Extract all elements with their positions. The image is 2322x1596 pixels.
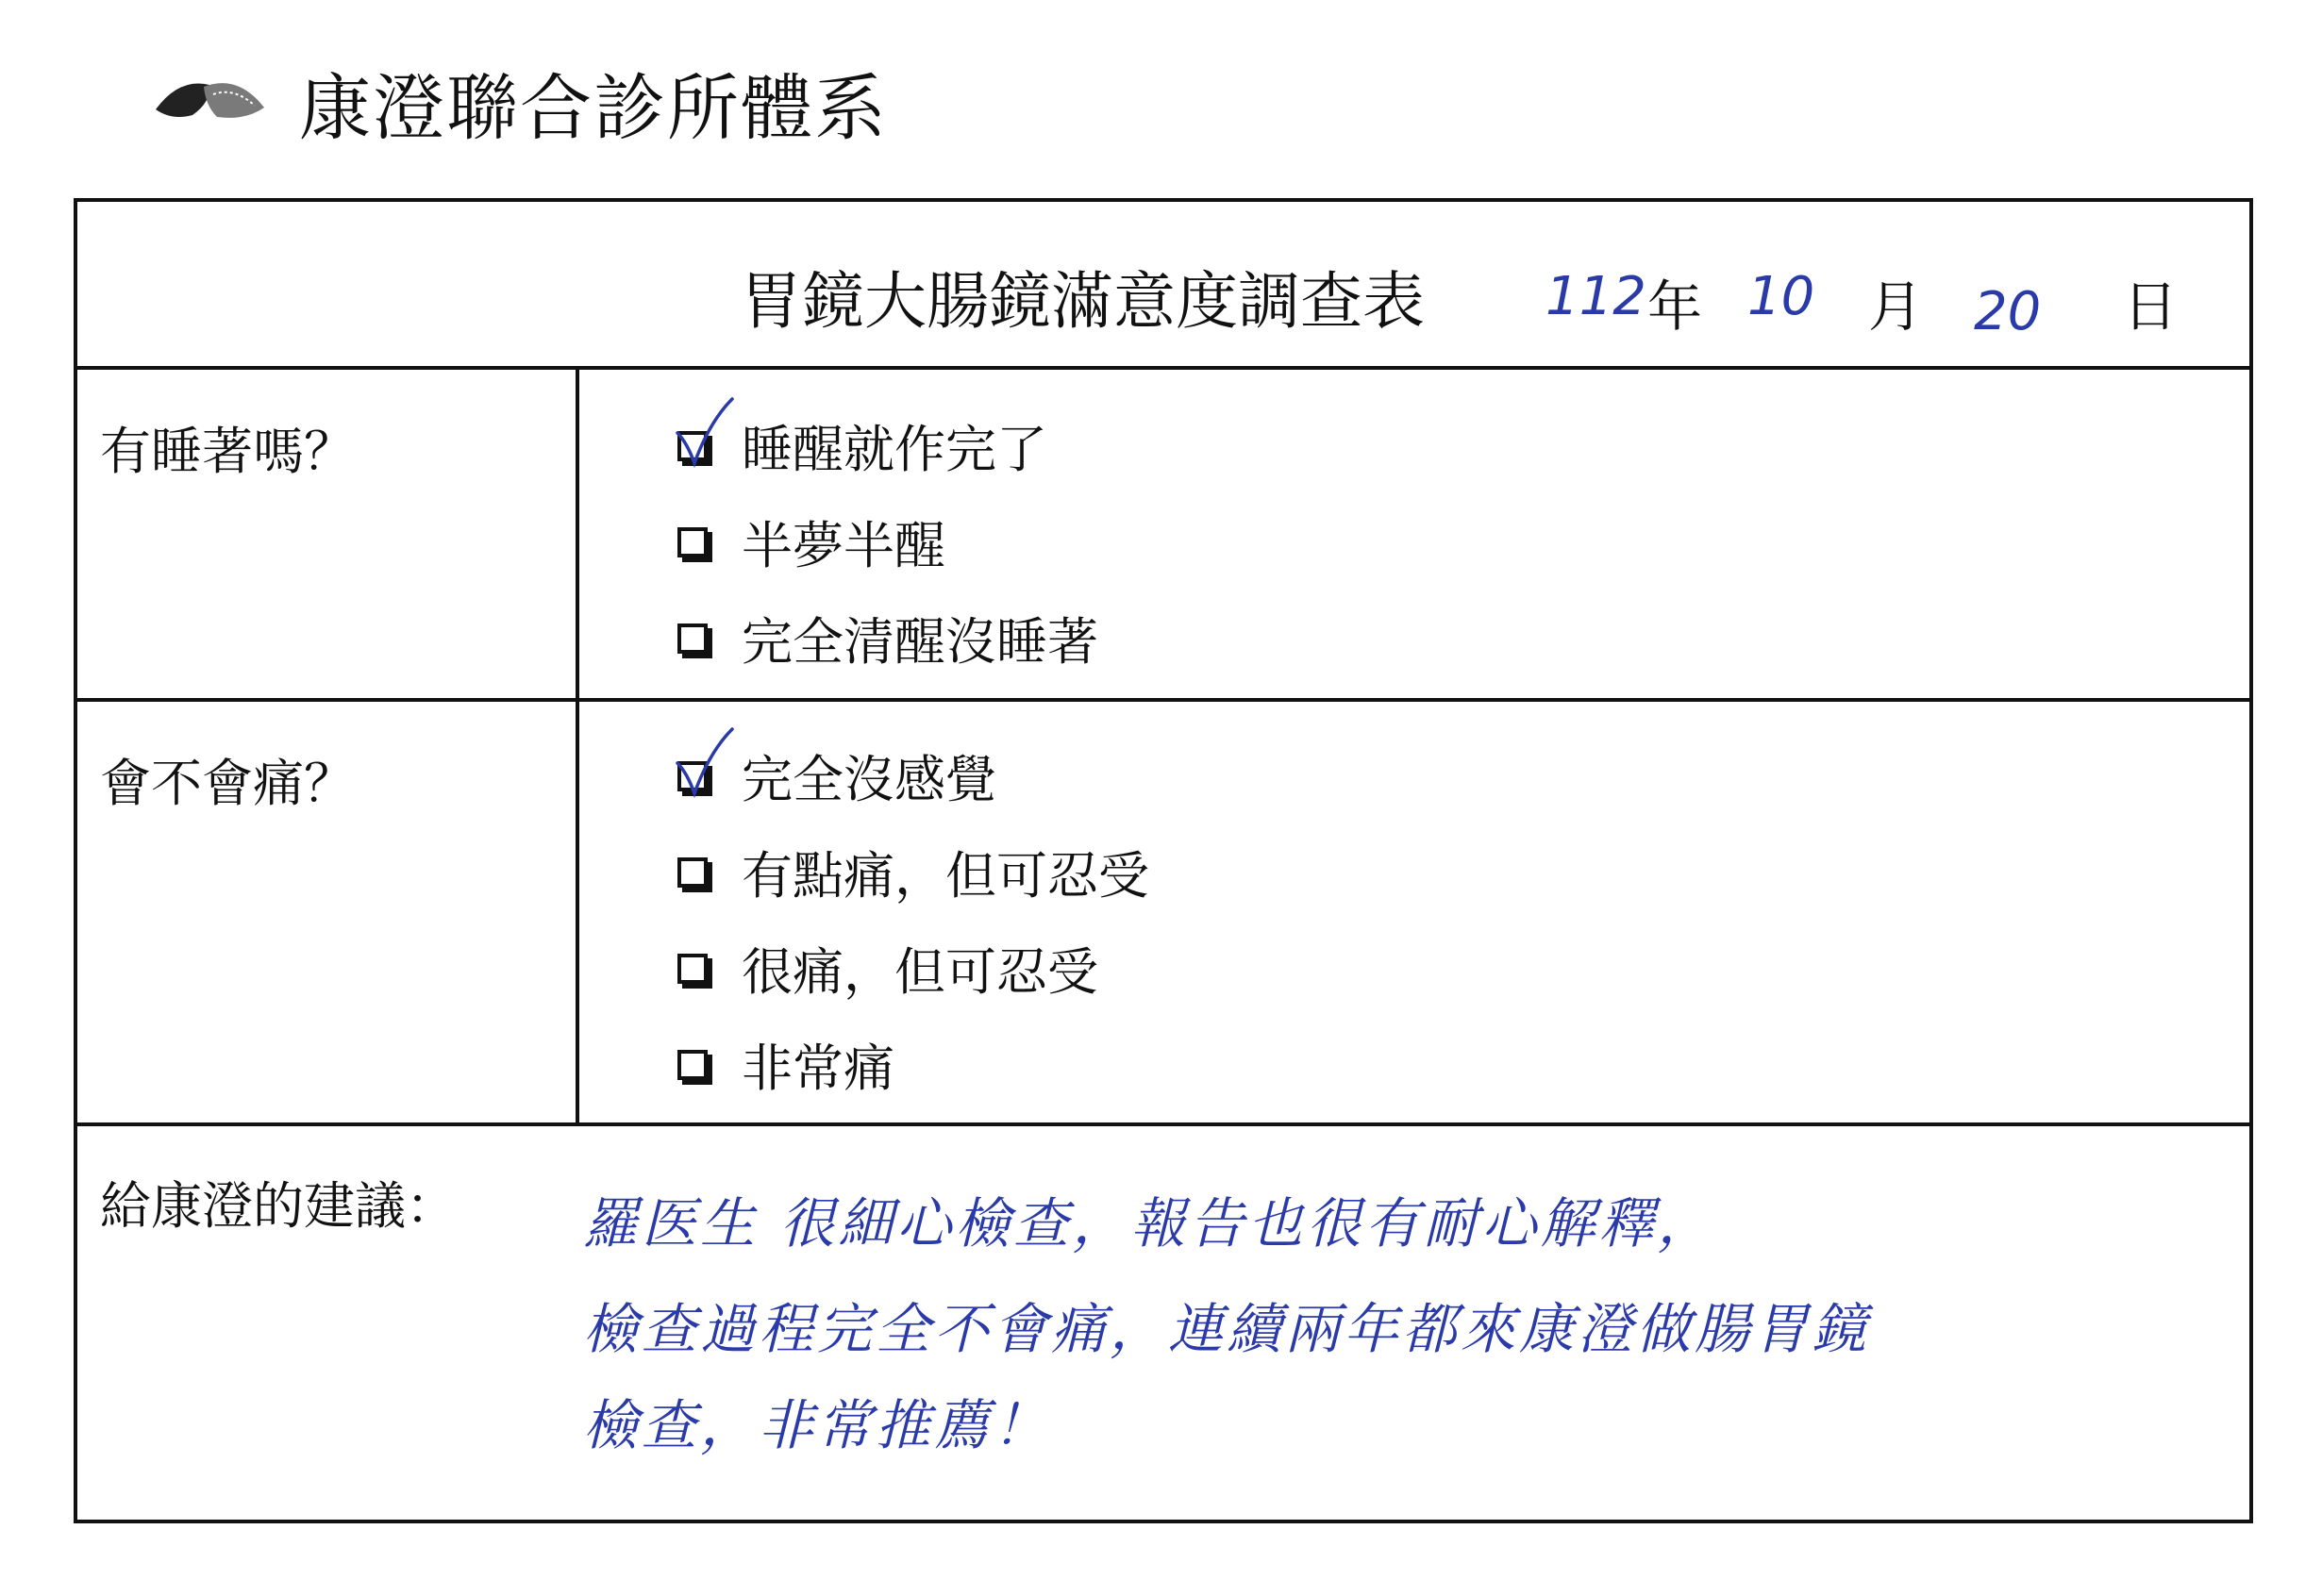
option-pain-extreme[interactable] [677, 1028, 894, 1101]
column-divider [576, 702, 579, 1122]
option-label: 有點痛，但可忍受 [742, 846, 1149, 906]
column-divider [576, 370, 579, 698]
date-day-label: 日 [2123, 274, 2179, 339]
checkbox[interactable] [677, 954, 708, 984]
date-day-value[interactable]: 20 [1974, 281, 2042, 342]
checkbox[interactable] [677, 527, 708, 557]
survey-form [74, 198, 2253, 1523]
date-year-value[interactable]: 112 [1545, 266, 1646, 327]
suggestion-label: 給康澄的建議： [100, 1176, 457, 1236]
clinic-name: 康澄聯合診所體系 [299, 65, 888, 150]
handwritten-suggestion-line[interactable]: 檢查，非常推薦！ [583, 1393, 1052, 1457]
option-pain-very[interactable] [677, 932, 1098, 1005]
option-label: 睡醒就作完了 [742, 420, 1047, 479]
option-label: 非常痛 [742, 1039, 894, 1098]
option-label: 很痛，但可忍受 [742, 942, 1098, 1002]
question-pain-row [77, 702, 2249, 1126]
checkbox[interactable] [677, 623, 708, 654]
clinic-logo-icon [151, 74, 269, 130]
option-pain-none[interactable] [677, 740, 996, 812]
option-label: 完全沒感覺 [742, 750, 996, 809]
option-pain-slight[interactable] [677, 836, 1149, 908]
form-title-row [77, 202, 2249, 370]
option-label: 完全清醒沒睡著 [742, 612, 1098, 672]
clinic-header [151, 55, 888, 149]
option-sleep-half-awake[interactable] [677, 506, 945, 578]
option-label: 半夢半醒 [742, 516, 945, 575]
form-title: 胃鏡大腸鏡滿意度調查表 [740, 265, 1425, 338]
checkmark-icon [670, 723, 745, 799]
checkbox[interactable] [677, 431, 708, 461]
date-month-value[interactable]: 10 [1747, 266, 1815, 327]
checkbox[interactable] [677, 857, 708, 888]
date-year-label: 年 [1647, 274, 1703, 339]
option-sleep-fully-awake[interactable] [677, 602, 1098, 674]
checkmark-icon [670, 393, 745, 469]
checkbox[interactable] [677, 761, 708, 791]
question-pain-label: 會不會痛？ [100, 754, 355, 813]
checkbox[interactable] [677, 1050, 708, 1080]
date-month-label: 月 [1868, 274, 1924, 339]
option-sleep-asleep[interactable] [677, 409, 1047, 482]
handwritten-suggestion-line[interactable]: 羅医生 很細心檢查，報告也很有耐心解釋， [583, 1191, 1716, 1255]
question-sleep-label: 有睡著嗎？ [100, 422, 355, 481]
question-sleep-row [77, 370, 2249, 702]
handwritten-suggestion-line[interactable]: 檢查過程完全不會痛，連續兩年都來康澄做腸胃鏡 [583, 1297, 1871, 1361]
suggestion-row [77, 1126, 2249, 1520]
